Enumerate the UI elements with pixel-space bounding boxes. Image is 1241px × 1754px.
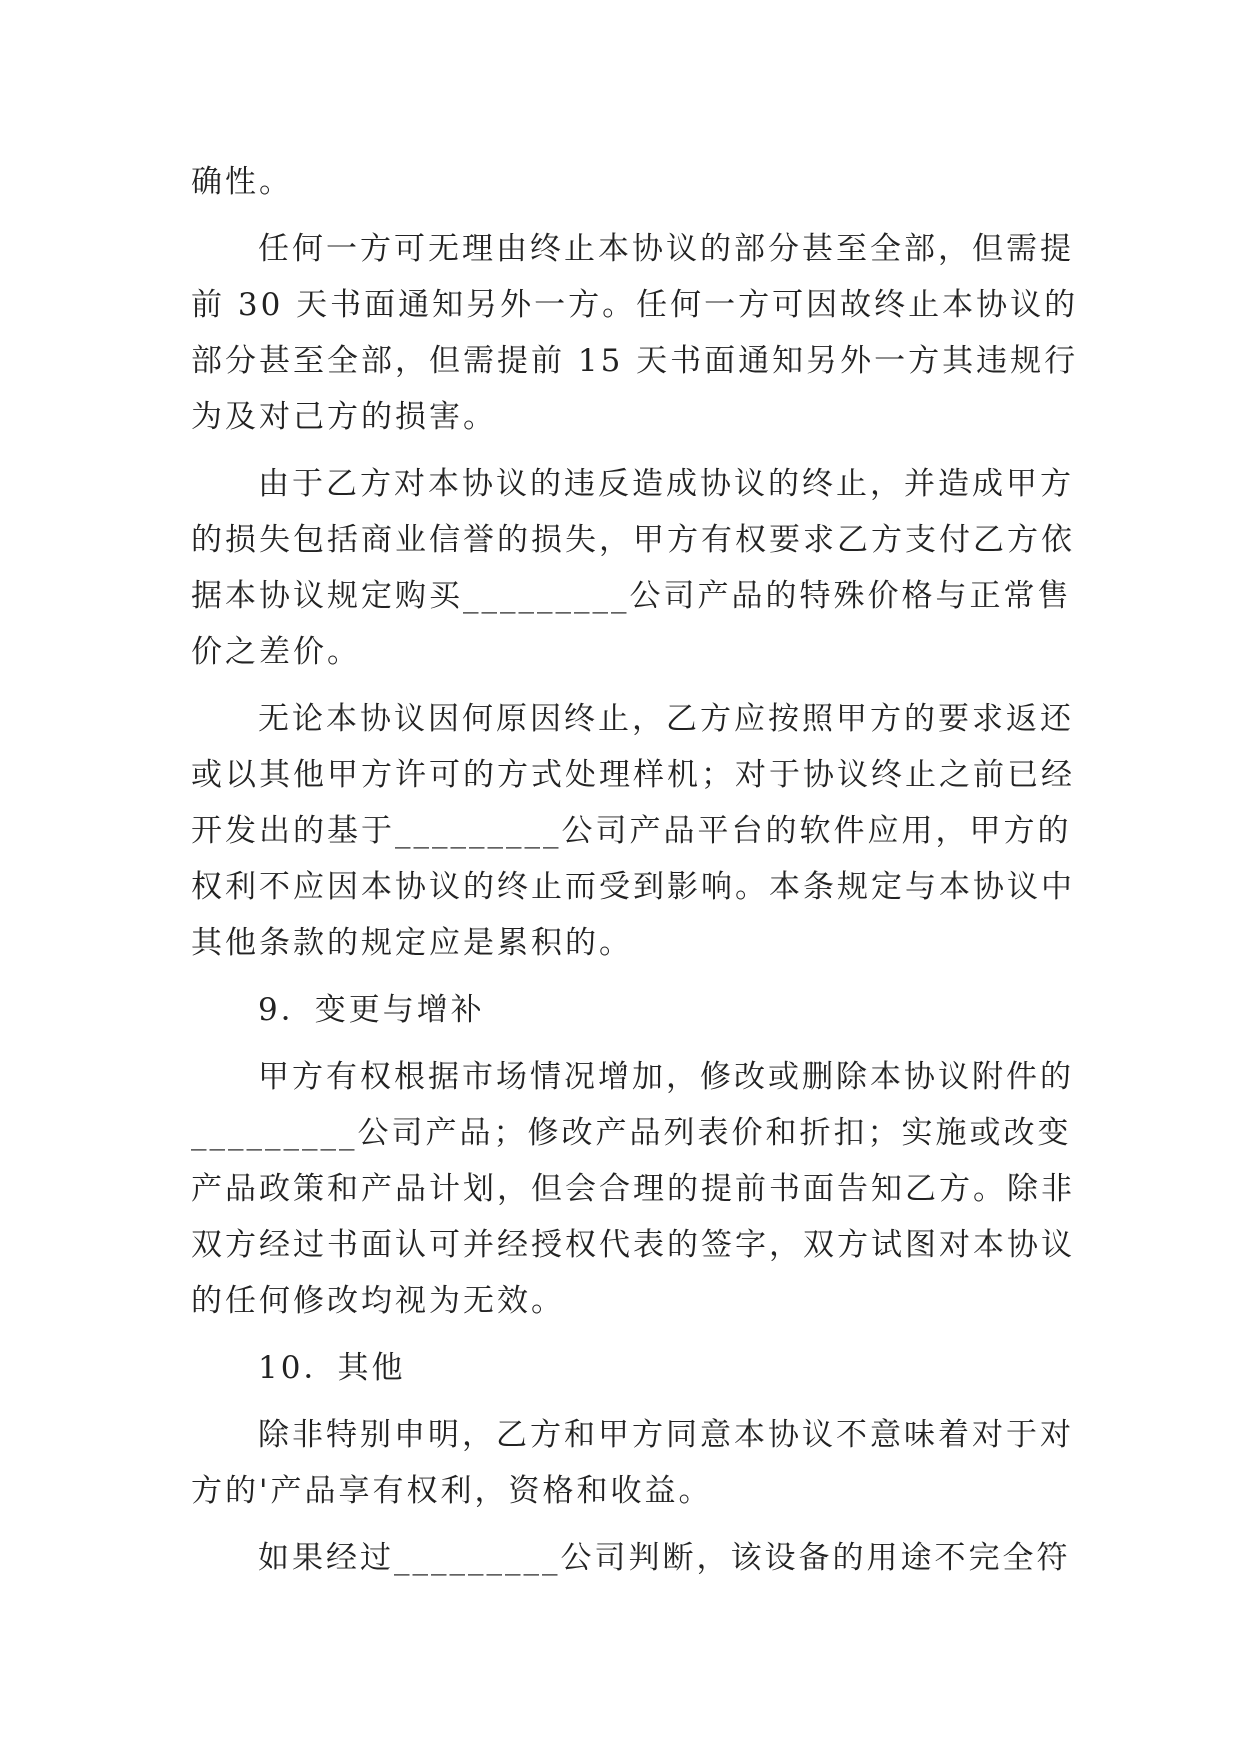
paragraph xyxy=(191,1049,1075,1329)
text-line: 价之差价。 xyxy=(191,634,361,670)
text-line: 产品政策和产品计划，但会合理的提前书面告知乙方。除非 xyxy=(191,1171,1075,1207)
text-line: 方的'产品享有权利，资格和收益。 xyxy=(191,1473,713,1509)
text-line: 无论本协议因何原因终止，乙方应按照甲方的要求返还 xyxy=(258,701,1074,737)
text-line: _________公司产品；修改产品列表价和折扣；实施或改变 xyxy=(191,1115,1072,1151)
paragraph xyxy=(191,456,1075,680)
section-heading xyxy=(191,982,1051,1038)
text-line: 的损失包括商业信誉的损失，甲方有权要求乙方支付乙方依 xyxy=(191,522,1075,558)
text-line: 开发出的基于_________公司产品平台的软件应用，甲方的 xyxy=(191,813,1072,849)
document-body xyxy=(191,154,1079,1586)
text-line: 由于乙方对本协议的违反造成协议的终止，并造成甲方 xyxy=(258,466,1074,502)
paragraph xyxy=(191,691,1075,971)
text-line: 为及对己方的损害。 xyxy=(191,399,497,435)
paragraph xyxy=(191,1407,1074,1519)
paragraph xyxy=(191,154,1051,210)
text-line: 前 30 天书面通知另外一方。任何一方可因故终止本协议的 xyxy=(191,287,1079,323)
text-line: 权利不应因本协议的终止而受到影响。本条规定与本协议中 xyxy=(191,869,1075,905)
text-line: 据本协议规定购买_________公司产品的特殊价格与正常售 xyxy=(191,578,1072,614)
text-line: 部分甚至全部，但需提前 15 天书面通知另外一方其违规行 xyxy=(191,343,1079,379)
paragraph xyxy=(191,1530,1071,1586)
text-line: 除非特别申明，乙方和甲方同意本协议不意味着对于对 xyxy=(258,1417,1074,1453)
paragraph xyxy=(191,221,1079,445)
section-heading xyxy=(191,1340,1051,1396)
text-line: 任何一方可无理由终止本协议的部分甚至全部，但需提 xyxy=(258,231,1074,267)
section-heading-text: 9．变更与增补 xyxy=(258,992,485,1028)
text-line: 如果经过_________公司判断，该设备的用途不完全符 xyxy=(258,1540,1071,1576)
text-line: 确性。 xyxy=(191,164,293,200)
text-line: 甲方有权根据市场情况增加，修改或删除本协议附件的 xyxy=(258,1059,1074,1095)
text-line: 双方经过书面认可并经授权代表的签字，双方试图对本协议 xyxy=(191,1227,1075,1263)
text-line: 的任何修改均视为无效。 xyxy=(191,1283,565,1319)
text-line: 其他条款的规定应是累积的。 xyxy=(191,925,633,961)
text-line: 或以其他甲方许可的方式处理样机；对于协议终止之前已经 xyxy=(191,757,1075,793)
section-heading-text: 10．其他 xyxy=(258,1350,406,1386)
